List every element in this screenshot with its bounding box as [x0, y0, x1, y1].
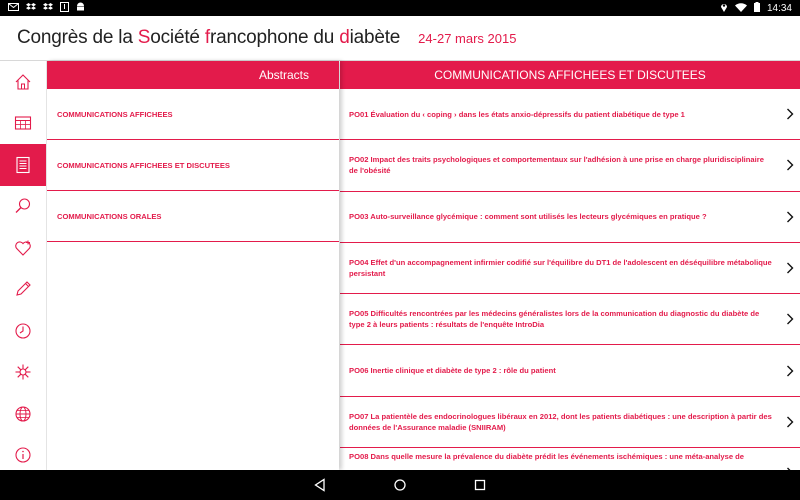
back-button[interactable]	[311, 476, 329, 494]
title-part: rancophone du	[209, 27, 340, 48]
chevron-right-icon	[786, 159, 794, 171]
abstracts-pane-title: COMMUNICATIONS AFFICHEES ET DISCUTEES	[340, 61, 800, 89]
abstract-item[interactable]	[340, 89, 800, 140]
battery-icon	[754, 2, 760, 14]
app-header	[0, 16, 800, 61]
wifi-icon	[735, 3, 747, 14]
abstract-title: PO01 Évaluation du ‹ coping › dans les états anxio-dépressifs du patient diabétique de type 1	[349, 109, 685, 119]
title-part: Congrès de la	[17, 27, 138, 48]
title-part-highlight: d	[339, 27, 350, 48]
status-bar	[0, 0, 800, 16]
rail-item-sponsors[interactable]	[0, 352, 46, 394]
rail-item-home[interactable]	[0, 61, 46, 103]
chevron-right-icon	[786, 262, 794, 274]
abstract-title: PO06 Inertie clinique et diabète de type 2 : rôle du patient	[349, 366, 556, 376]
title-part-highlight: f	[204, 27, 210, 48]
globe-icon	[14, 405, 32, 423]
abstract-item[interactable]	[340, 397, 800, 448]
clock-icon	[14, 322, 32, 340]
abstract-title: PO08 Dans quelle mesure la prévalence du diabète prédit les événements ischémiques : une méta-analyse de	[349, 452, 745, 462]
home-button[interactable]	[391, 476, 409, 494]
category-item[interactable]: COMMUNICATIONS AFFICHEES ET DISCUTEES	[47, 140, 339, 191]
nav-rail	[0, 61, 47, 470]
chevron-right-icon	[786, 416, 794, 428]
android-icon	[76, 2, 85, 14]
clock-time: 14:34	[766, 2, 792, 14]
recents-square-icon	[473, 478, 487, 492]
home-icon	[14, 73, 32, 91]
chevron-right-icon	[786, 211, 794, 223]
app-title	[17, 27, 400, 49]
back-triangle-icon	[313, 478, 327, 492]
info-icon	[14, 446, 32, 464]
title-part: ociété	[150, 27, 205, 48]
chevron-right-icon	[786, 365, 794, 377]
rail-item-favorites[interactable]	[0, 227, 46, 269]
system-nav-bar	[0, 470, 800, 500]
location-icon	[720, 2, 728, 14]
rail-item-abstracts[interactable]	[0, 144, 46, 186]
rail-item-web[interactable]	[0, 393, 46, 435]
abstract-item[interactable]	[340, 192, 800, 243]
abstract-item[interactable]	[340, 140, 800, 191]
home-circle-icon	[393, 478, 407, 492]
search-icon	[14, 197, 32, 215]
calendar-icon	[14, 114, 32, 132]
abstract-item[interactable]	[340, 448, 800, 470]
abstract-title: PO04 Effet d'un accompagnement infirmier codifié sur l'équilibre du DT1 de l'adolescent en déséquilibre métabolique persistant	[349, 258, 772, 279]
chevron-right-icon	[786, 108, 794, 120]
rail-item-notes[interactable]	[0, 269, 46, 311]
rail-item-search[interactable]	[0, 186, 46, 228]
abstract-title: PO02 Impact des traits psychologiques et comportementaux sur l'adhésion à une prise en charge pluridisciplinaire de l'obésité	[349, 155, 764, 176]
dropbox-icon	[26, 3, 36, 14]
categories-pane-title: Abstracts	[47, 61, 339, 89]
mail-icon	[8, 3, 19, 13]
rail-item-schedule[interactable]	[0, 310, 46, 352]
rail-item-calendar[interactable]	[0, 103, 46, 145]
download-icon	[60, 2, 69, 14]
category-item[interactable]: COMMUNICATIONS AFFICHEES	[47, 89, 339, 140]
abstract-item[interactable]	[340, 243, 800, 294]
abstract-item[interactable]	[340, 345, 800, 396]
abstract-title: PO03 Auto-surveillance glycémique : comment sont utilisés les lecteurs glycémiques en pratique ?	[349, 212, 707, 222]
chevron-right-icon	[786, 313, 794, 325]
pencil-icon	[14, 280, 32, 298]
heart-icon	[14, 239, 32, 257]
recents-button[interactable]	[471, 476, 489, 494]
notification-icons	[8, 2, 85, 14]
abstract-title: PO05 Difficultés rencontrées par les médecins généralistes lors de la communication du diagnostic du diabète de type 2 à leurs patients : résultats de l'enquête IntroDia	[349, 309, 760, 330]
title-part: iabète	[349, 27, 401, 48]
system-icons	[720, 2, 792, 14]
abstracts-pane	[340, 61, 800, 470]
title-part-highlight: S	[137, 27, 151, 48]
dropbox-icon-2	[43, 3, 53, 14]
star-burst-icon	[14, 363, 32, 381]
category-item[interactable]: COMMUNICATIONS ORALES	[47, 191, 339, 242]
categories-pane	[47, 61, 339, 470]
document-list-icon	[14, 156, 32, 174]
abstract-item[interactable]	[340, 294, 800, 345]
abstract-title: PO07 La patientèle des endocrinologues libéraux en 2012, dont les patients diabétiques : une description à partir des données de l'Assurance maladie (SNIIRAM)	[349, 411, 772, 432]
event-dates: 24-27 mars 2015	[418, 30, 517, 46]
